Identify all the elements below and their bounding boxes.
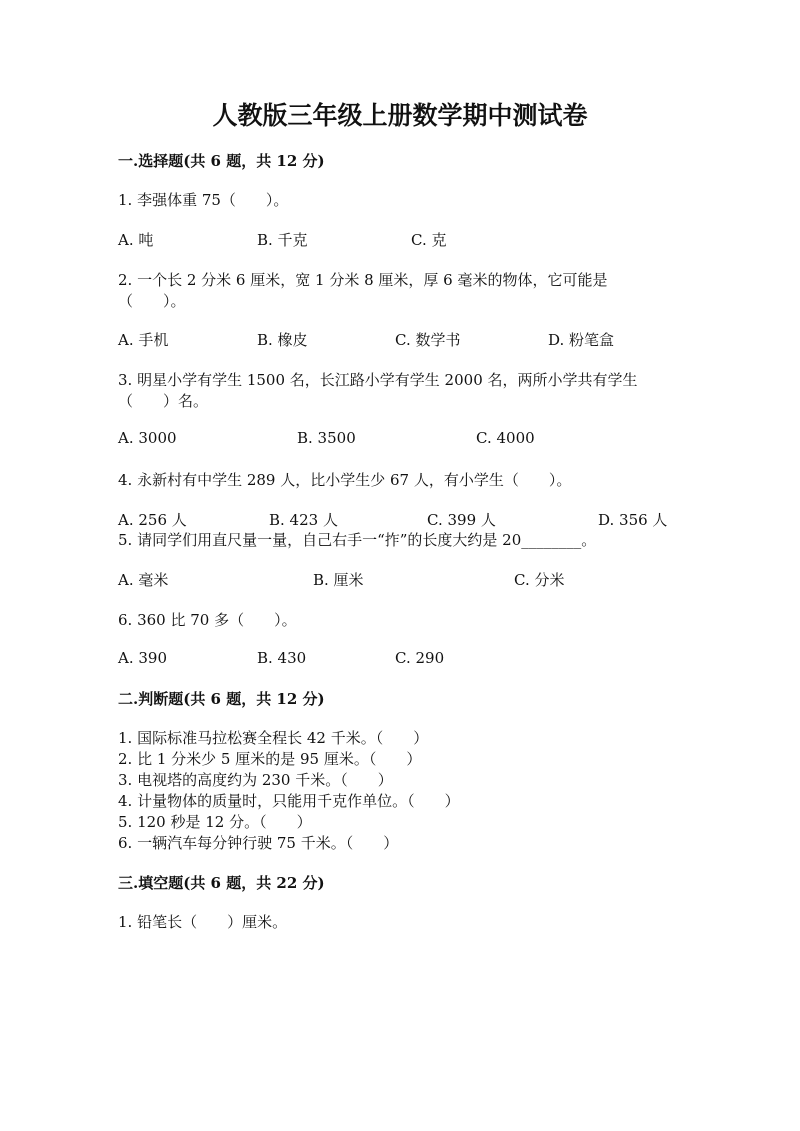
q5-option-c: C. 分米 <box>514 571 565 589</box>
q3-option-b: B. 3500 <box>297 429 356 447</box>
q3-option-c: C. 4000 <box>476 429 535 447</box>
page-title: 人教版三年级上册数学期中测试卷 <box>212 101 588 130</box>
q5-option-b: B. 厘米 <box>313 571 364 589</box>
question-3: 3. 明星小学有学生 1500 名，长江路小学有学生 2000 名，两所小学共有学生 <box>118 371 638 389</box>
q6-option-c: C. 290 <box>395 649 445 667</box>
section-heading-choice: 一.选择题(共 6 题，共 12 分) <box>118 152 325 170</box>
question-2: 2. 一个长 2 分米 6 厘米，宽 1 分米 8 厘米，厚 6 毫米的物体，它可能是 <box>118 271 608 289</box>
judgement-item-6: 6. 一辆汽车每分钟行驶 75 千米。（ ） <box>118 834 399 852</box>
q5-option-a: A. 毫米 <box>118 571 169 589</box>
judgement-item-5: 5. 120 秒是 12 分。（ ） <box>118 813 312 831</box>
judgement-item-1: 1. 国际标准马拉松赛全程长 42 千米。（ ） <box>118 729 429 747</box>
question-4: 4. 永新村有中学生 289 人，比小学生少 67 人，有小学生（ ）。 <box>118 471 572 489</box>
section-heading-judgement: 二.判断题(共 6 题，共 12 分) <box>118 690 325 708</box>
question-6: 6. 360 比 70 多（ ）。 <box>118 611 297 629</box>
q3-option-a: A. 3000 <box>118 429 177 447</box>
q2-option-c: C. 数学书 <box>395 331 461 349</box>
q6-option-a: A. 390 <box>118 649 167 667</box>
judgement-item-4: 4. 计量物体的质量时，只能用千克作单位。（ ） <box>118 792 460 810</box>
q1-option-c: C. 克 <box>411 231 447 249</box>
q4-option-c: C. 399 人 <box>427 511 496 529</box>
q4-option-d: D. 356 人 <box>598 511 668 529</box>
question-5: 5. 请同学们用直尺量一量，自己右手一“拃”的长度大约是 20________。 <box>118 531 597 549</box>
judgement-item-2: 2. 比 1 分米少 5 厘米的是 95 厘米。（ ） <box>118 750 422 768</box>
question-2-line-2: （ ）。 <box>118 292 186 310</box>
q4-option-a: A. 256 人 <box>118 511 187 529</box>
q2-option-d: D. 粉笔盒 <box>548 331 615 349</box>
q2-option-a: A. 手机 <box>118 331 169 349</box>
section-heading-fill-blank: 三.填空题(共 6 题，共 22 分) <box>118 874 325 892</box>
question-1: 1. 李强体重 75（ ）。 <box>118 191 289 209</box>
q4-option-b: B. 423 人 <box>269 511 338 529</box>
judgement-item-3: 3. 电视塔的高度约为 230 千米。（ ） <box>118 771 393 789</box>
fill-blank-item-1: 1. 铅笔长（ ）厘米。 <box>118 913 288 931</box>
q1-option-b: B. 千克 <box>257 231 308 249</box>
q6-option-b: B. 430 <box>257 649 307 667</box>
question-3-line-2: （ ）名。 <box>118 392 209 410</box>
q1-option-a: A. 吨 <box>118 231 154 249</box>
q2-option-b: B. 橡皮 <box>257 331 308 349</box>
